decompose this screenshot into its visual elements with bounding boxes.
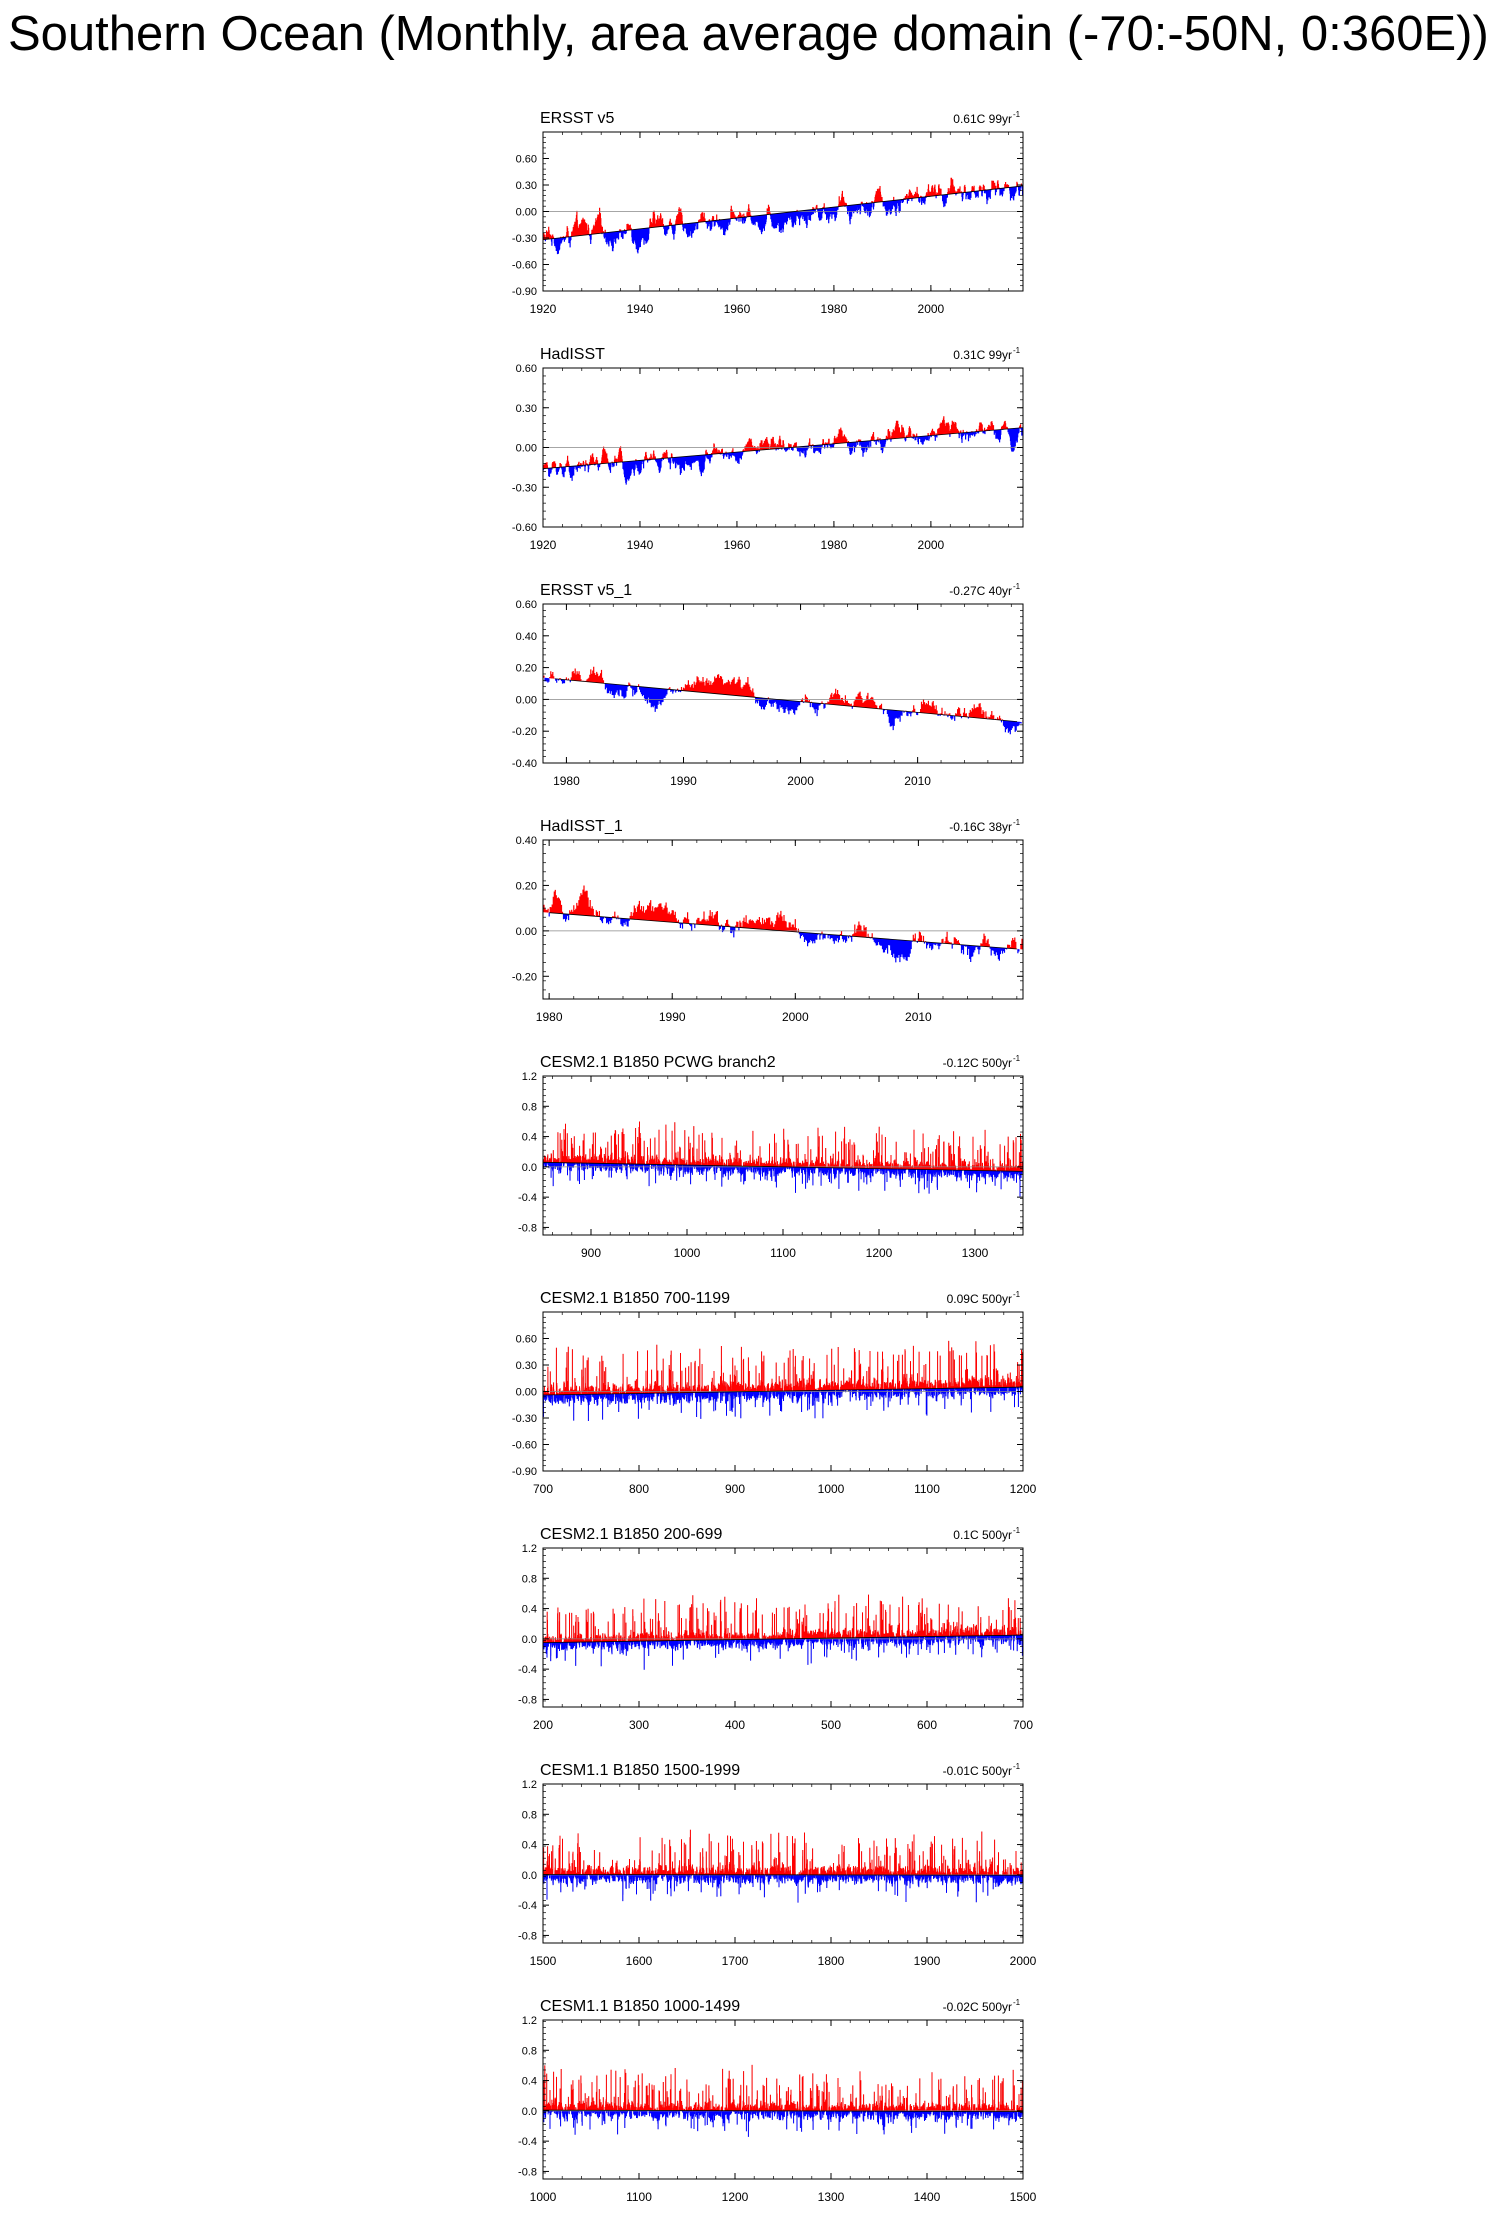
y-tick-label: 0.8 <box>521 2045 537 2058</box>
x-tick-label: 1300 <box>961 1246 989 1260</box>
x-tick-label: 1940 <box>626 538 654 552</box>
plot-area <box>543 1830 1023 1903</box>
y-tick-label: -0.8 <box>518 1694 537 1707</box>
x-tick-label: 400 <box>724 1718 746 1732</box>
positive-fill <box>543 1341 1023 1395</box>
x-tick-label: 1960 <box>723 538 751 552</box>
x-tick-label: 1400 <box>913 2190 941 2204</box>
trend-exponent: -1 <box>1013 818 1021 827</box>
trend-label: 0.09C 500yr <box>946 1292 1012 1306</box>
y-tick-label: 0.8 <box>521 1809 537 1822</box>
negative-fill <box>543 678 1022 735</box>
chart-panel-2 <box>512 346 1023 552</box>
y-tick-label: 0.00 <box>515 206 537 219</box>
x-tick-label: 1500 <box>1009 2190 1037 2204</box>
panel-title: ERSST v5 <box>540 110 615 127</box>
trend-exponent: -1 <box>1013 110 1021 119</box>
y-tick-label: -0.4 <box>518 2136 537 2149</box>
x-tick-label: 1000 <box>529 2190 557 2204</box>
panel-title: CESM2.1 B1850 200-699 <box>540 1526 723 1543</box>
y-tick-label: 0.00 <box>515 442 537 455</box>
x-tick-label: 900 <box>580 1246 602 1260</box>
x-tick-label: 1200 <box>865 1246 893 1260</box>
x-tick-label: 1990 <box>670 774 697 788</box>
chart-panel-4 <box>512 818 1023 1024</box>
x-tick-label: 1960 <box>723 302 751 316</box>
y-tick-label: 0.20 <box>515 880 537 893</box>
negative-fill <box>545 186 1023 254</box>
y-tick-label: 0.30 <box>515 1360 537 1372</box>
plot-area <box>543 416 1023 484</box>
x-tick-label: 600 <box>916 1718 938 1732</box>
x-tick-label: 1000 <box>817 1482 845 1496</box>
y-tick-label: 1.2 <box>521 1071 537 1083</box>
x-tick-label: 1980 <box>535 1010 563 1024</box>
x-tick-label: 1920 <box>529 302 557 316</box>
chart-panel-6 <box>512 1290 1037 1496</box>
y-tick-label: 0.00 <box>515 1386 537 1399</box>
trend-exponent: -1 <box>1013 1762 1021 1771</box>
x-tick-label: 1920 <box>529 538 557 552</box>
y-tick-label: -0.90 <box>511 1466 537 1478</box>
x-tick-label: 900 <box>724 1482 746 1496</box>
y-tick-label: -0.8 <box>518 1930 537 1943</box>
panel-title: HadISST_1 <box>540 818 623 835</box>
y-tick-label: -0.60 <box>511 259 537 272</box>
x-tick-label: 1500 <box>529 1954 557 1968</box>
x-tick-label: 700 <box>532 1482 554 1496</box>
trend-exponent: -1 <box>1013 582 1021 591</box>
panel-frame <box>543 1784 1023 1943</box>
trend-exponent: -1 <box>1013 1998 1021 2007</box>
y-tick-label: -0.40 <box>511 758 537 770</box>
x-tick-label: 1990 <box>658 1010 686 1024</box>
y-tick-label: 1.2 <box>521 1543 537 1555</box>
x-tick-label: 2000 <box>1009 1954 1037 1968</box>
y-tick-label: 0.4 <box>521 1839 537 1852</box>
trend-exponent: -1 <box>1013 1526 1021 1535</box>
y-tick-label: -0.20 <box>511 971 537 984</box>
panel-frame <box>543 840 1023 999</box>
y-tick-label: 1.2 <box>521 2015 537 2027</box>
plot-area <box>543 886 1023 963</box>
x-tick-label: 2000 <box>917 302 945 316</box>
y-tick-label: 0.8 <box>521 1573 537 1586</box>
chart-panel-5 <box>518 1054 1023 1260</box>
positive-fill <box>543 2065 1023 2112</box>
y-tick-label: 0.00 <box>515 925 537 938</box>
y-tick-label: -0.30 <box>511 482 537 495</box>
y-tick-label: 0.0 <box>521 1869 537 1882</box>
x-tick-label: 2000 <box>787 774 814 788</box>
trend-label: 0.1C 500yr <box>953 1528 1012 1542</box>
trend-exponent: -1 <box>1013 1054 1021 1063</box>
x-tick-label: 1200 <box>721 2190 749 2204</box>
y-tick-label: 0.30 <box>515 180 537 192</box>
x-tick-label: 1980 <box>553 774 580 788</box>
trend-label: -0.12C 500yr <box>942 1056 1012 1070</box>
trend-line <box>543 428 1023 469</box>
panel-title: CESM2.1 B1850 PCWG branch2 <box>540 1054 776 1071</box>
trend-label: -0.01C 500yr <box>942 1764 1012 1778</box>
negative-fill <box>543 2110 1023 2137</box>
chart-panel-8 <box>518 1762 1037 1968</box>
y-tick-label: 0.4 <box>521 2075 537 2088</box>
y-tick-label: -0.4 <box>518 1192 537 1205</box>
y-tick-label: 0.4 <box>521 1603 537 1616</box>
chart-panel-1 <box>512 110 1023 316</box>
trend-exponent: -1 <box>1013 1290 1021 1299</box>
y-tick-label: 0.60 <box>515 363 537 375</box>
page-title: Southern Ocean (Monthly, area average domain (-70:-50N, 0:360E)) <box>8 7 1489 61</box>
y-tick-label: 0.8 <box>521 1101 537 1114</box>
y-tick-label: 0.0 <box>521 1161 537 1174</box>
x-tick-label: 1200 <box>1009 1482 1037 1496</box>
x-tick-label: 1980 <box>820 302 848 316</box>
trend-label: 0.61C 99yr <box>953 112 1012 126</box>
plot-area <box>543 2065 1023 2137</box>
x-tick-label: 2010 <box>905 1010 932 1024</box>
x-tick-label: 1000 <box>673 1246 701 1260</box>
y-tick-label: -0.4 <box>518 1664 537 1677</box>
trend-label: 0.31C 99yr <box>953 348 1012 362</box>
trend-label: -0.02C 500yr <box>942 2000 1012 2014</box>
panel-frame <box>543 2020 1023 2179</box>
y-tick-label: 0.00 <box>515 694 537 707</box>
y-tick-label: -0.8 <box>518 1222 537 1235</box>
panel-title: HadISST <box>540 346 605 363</box>
panel-title: CESM1.1 B1850 1500-1999 <box>540 1762 741 1779</box>
y-tick-label: 0.60 <box>515 153 537 166</box>
x-tick-label: 2000 <box>917 538 945 552</box>
x-tick-label: 2000 <box>781 1010 809 1024</box>
x-tick-label: 1600 <box>625 1954 653 1968</box>
trend-exponent: -1 <box>1013 346 1021 355</box>
y-tick-label: 0.4 <box>521 1131 537 1144</box>
panel-title: ERSST v5_1 <box>540 582 633 599</box>
y-tick-label: 0.60 <box>515 599 537 611</box>
y-tick-label: 0.20 <box>515 662 537 675</box>
trend-label: -0.16C 38yr <box>949 820 1012 834</box>
panel-title: CESM1.1 B1850 1000-1499 <box>540 1998 741 2015</box>
y-tick-label: -0.90 <box>511 286 537 298</box>
x-tick-label: 1100 <box>626 2190 652 2204</box>
series-line <box>543 2065 1023 2137</box>
chart-panel-9 <box>518 1998 1037 2204</box>
x-tick-label: 1100 <box>914 1482 940 1496</box>
positive-fill <box>543 1595 1023 1643</box>
x-tick-label: 500 <box>820 1718 842 1732</box>
plot-area <box>543 1341 1023 1421</box>
chart-panel-7 <box>518 1526 1033 1732</box>
positive-fill <box>543 178 1021 240</box>
y-tick-label: -0.30 <box>511 233 537 245</box>
plot-area <box>543 1595 1023 1670</box>
x-tick-label: 1940 <box>626 302 654 316</box>
y-tick-label: -0.30 <box>511 1413 537 1425</box>
plot-area <box>543 667 1023 735</box>
y-tick-label: -0.20 <box>511 726 537 739</box>
y-tick-label: 0.40 <box>515 835 537 847</box>
y-tick-label: -0.4 <box>518 1900 537 1913</box>
x-tick-label: 700 <box>1012 1718 1034 1732</box>
series-line <box>543 1341 1023 1421</box>
x-tick-label: 200 <box>532 1718 554 1732</box>
trend-line <box>555 679 1017 722</box>
y-tick-label: 1.2 <box>521 1779 537 1791</box>
y-tick-label: 0.60 <box>515 1333 537 1346</box>
x-tick-label: 1100 <box>770 1246 796 1260</box>
plot-area <box>543 178 1023 254</box>
panel-frame <box>543 604 1023 763</box>
y-tick-label: -0.60 <box>511 522 537 534</box>
positive-fill <box>543 1830 1023 1875</box>
trend-label: -0.27C 40yr <box>949 584 1012 598</box>
y-tick-label: -0.60 <box>511 1439 537 1452</box>
y-tick-label: 0.0 <box>521 1633 537 1646</box>
x-tick-label: 1300 <box>817 2190 845 2204</box>
negative-fill <box>543 1875 1023 1903</box>
positive-fill <box>544 667 1023 722</box>
positive-fill <box>544 416 1021 468</box>
x-tick-label: 800 <box>628 1482 650 1496</box>
panel-title: CESM2.1 B1850 700-1199 <box>540 1290 731 1307</box>
x-tick-label: 1980 <box>820 538 848 552</box>
chart-panel-3 <box>512 582 1023 788</box>
y-tick-label: -0.8 <box>518 2166 537 2179</box>
x-tick-label: 300 <box>628 1718 650 1732</box>
y-tick-label: 0.30 <box>515 402 537 415</box>
y-tick-label: 0.0 <box>521 2105 537 2118</box>
y-tick-label: 0.40 <box>515 630 537 643</box>
x-tick-label: 2010 <box>904 774 931 788</box>
plot-area <box>543 1122 1023 1197</box>
x-tick-label: 1800 <box>817 1954 845 1968</box>
x-tick-label: 1900 <box>913 1954 941 1968</box>
x-tick-label: 1700 <box>721 1954 749 1968</box>
